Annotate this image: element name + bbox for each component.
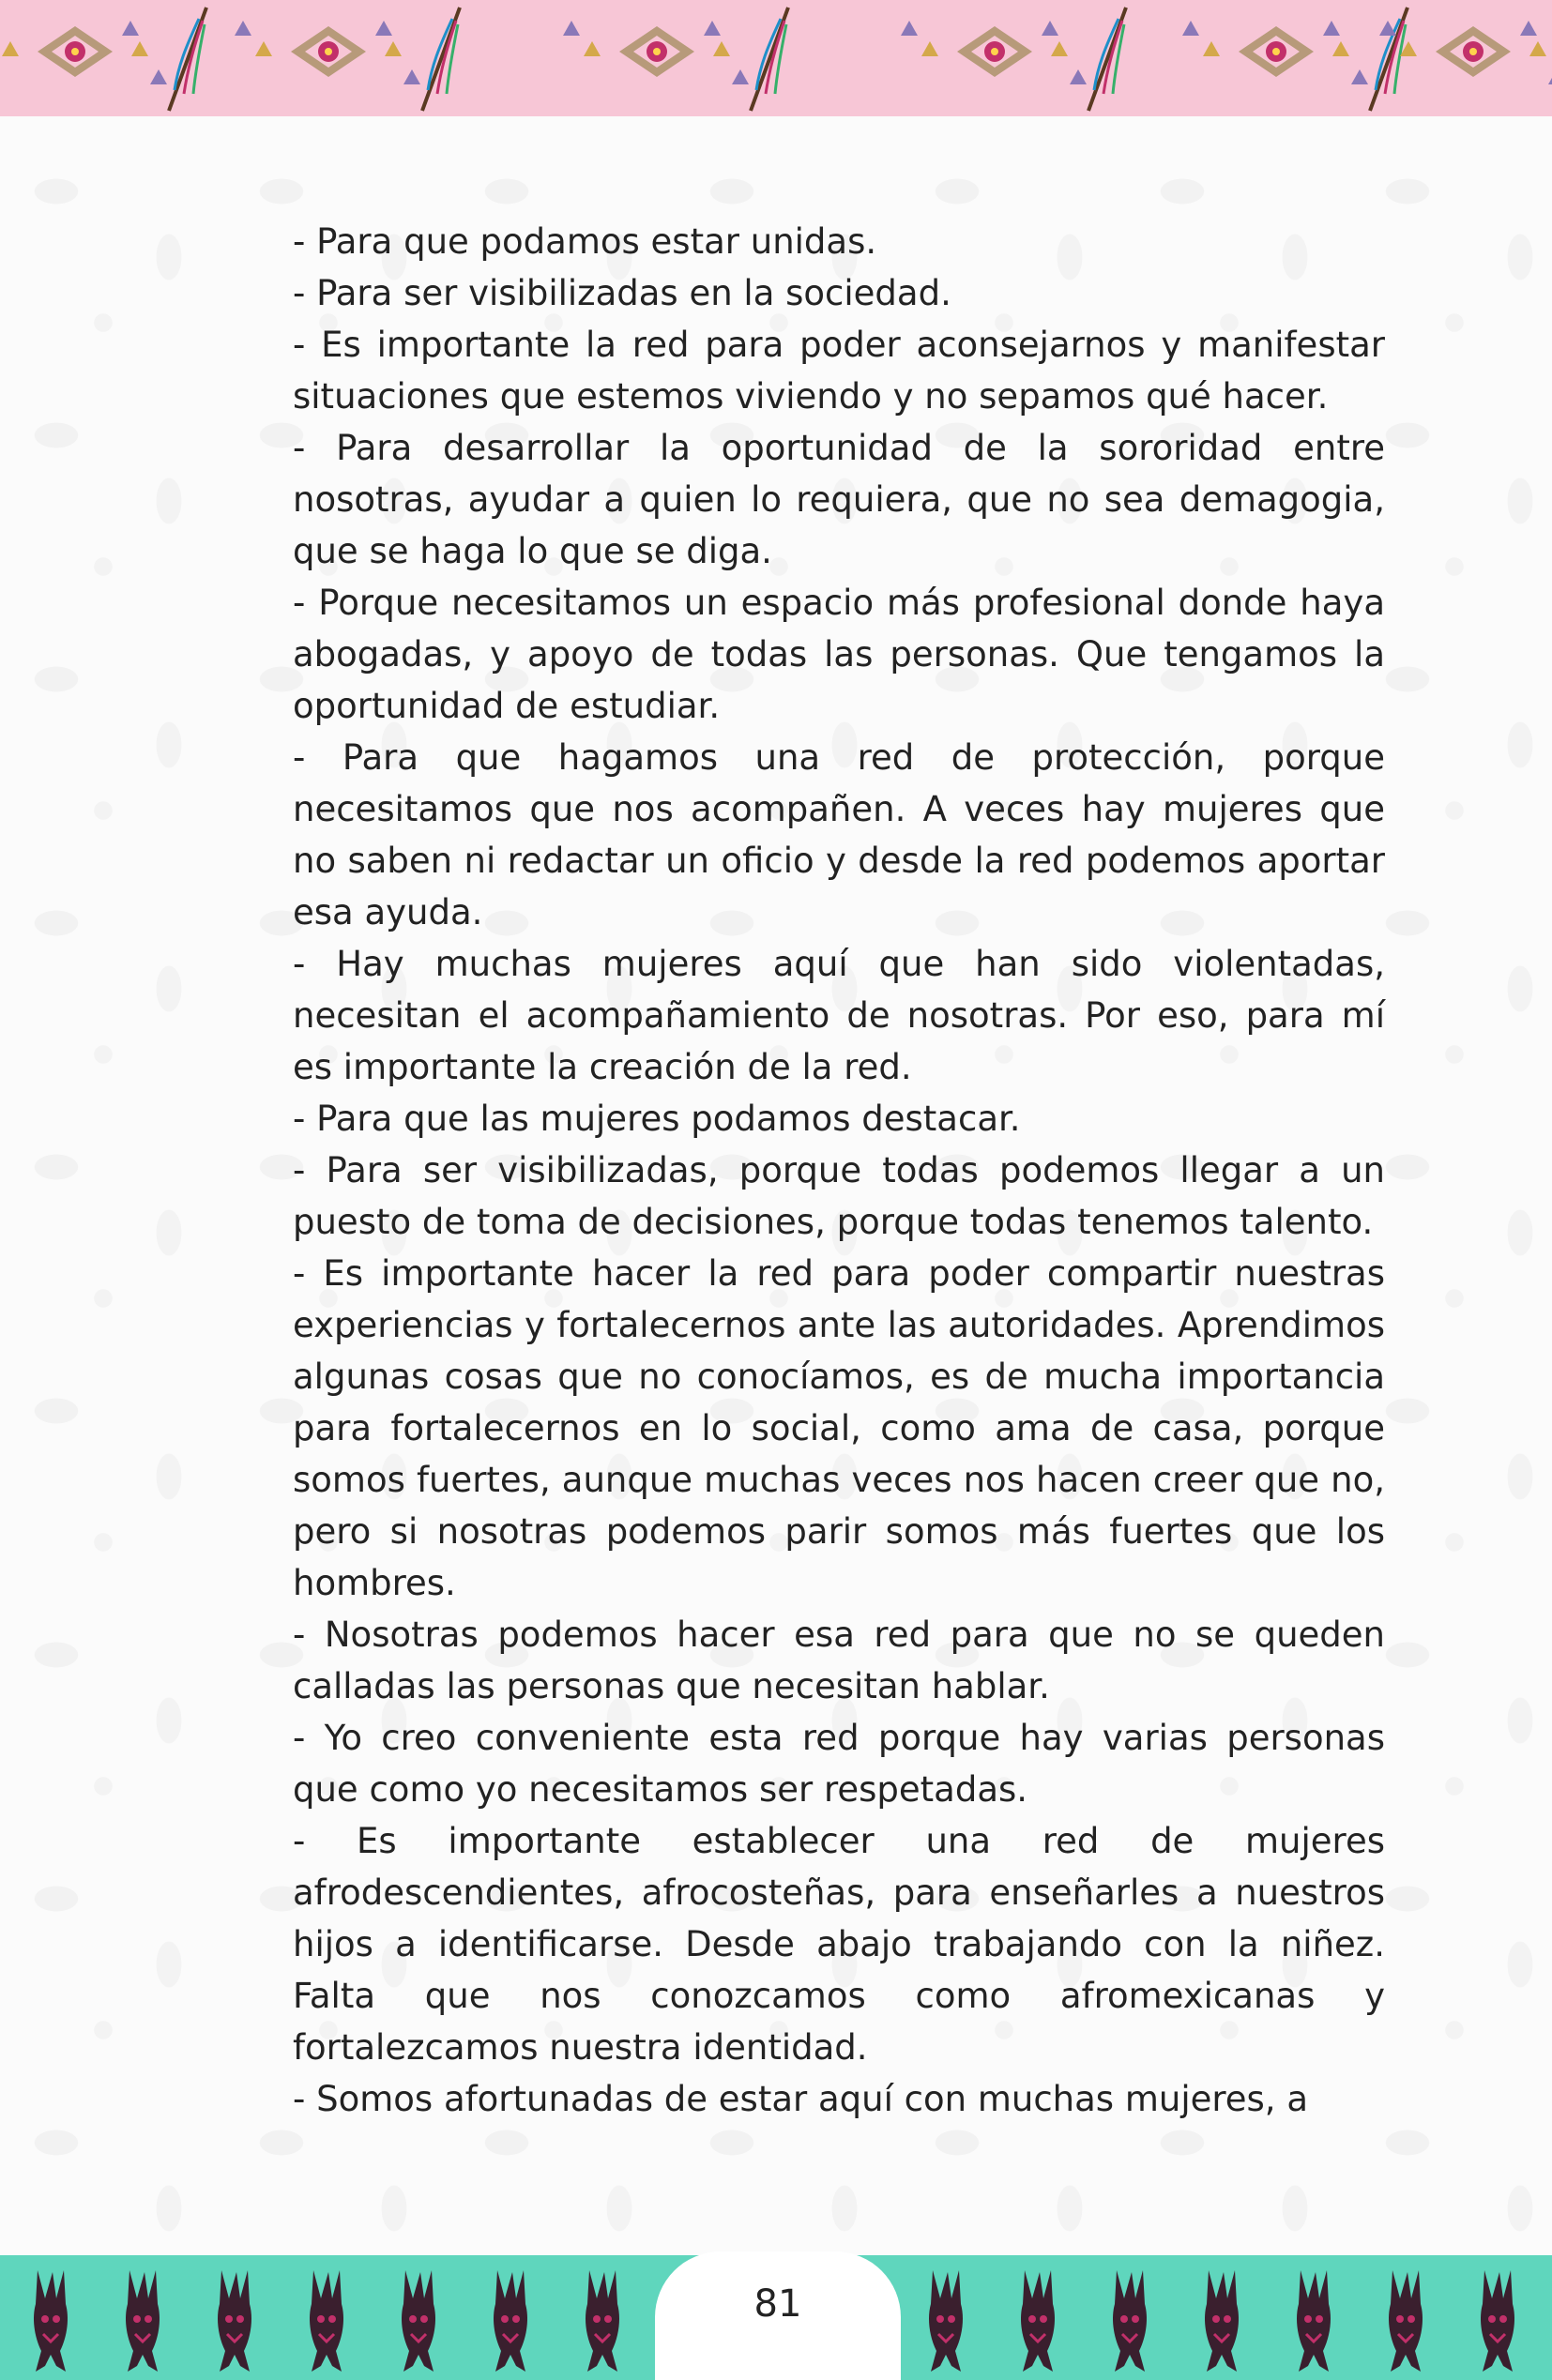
paragraph: - Para ser visibilizadas en la sociedad. — [293, 273, 951, 313]
paragraph: - Para desarrollar la oportunidad de la sororidad entre nosotras, ayudar a quien lo requiera, que no sea demagogia, que se haga lo que se diga. — [293, 428, 1385, 571]
body-text — [293, 216, 1385, 2125]
paragraph: - Para que las mujeres podamos destacar. — [293, 1099, 1021, 1139]
paragraph: - Para que podamos estar unidas. — [293, 221, 877, 262]
paragraph: - Nosotras podemos hacer esa red para que no se queden calladas las personas que necesitan hablar. — [293, 1614, 1385, 1706]
paragraph: - Es importante la red para poder aconsejarnos y manifestar situaciones que estemos viviendo y no sepamos qué hacer. — [293, 325, 1385, 417]
paragraph: - Es importante hacer la red para poder compartir nuestras experiencias y fortalecernos ante las autoridades. Aprendimos algunas cosas que no conocíamos, es de mucha importancia para fortalecernos en lo social, como ama de casa, porque somos fuertes, aunque muchas veces nos hacen creer que no, pero si nosotras podemos parir somos más fuertes que los hombres. — [293, 1253, 1385, 1603]
top-decorative-band — [0, 0, 1552, 116]
paragraph: - Yo creo conveniente esta red porque hay varias personas que como yo necesitamos ser respetadas. — [293, 1718, 1385, 1810]
paragraph: - Para que hagamos una red de protección, porque necesitamos que nos acompañen. A veces hay mujeres que no saben ni redactar un oficio y desde la red podemos aportar esa ayuda. — [293, 737, 1385, 932]
page-number: 81 — [753, 2282, 802, 2326]
paragraph: - Es importante establecer una red de mujeres afrodescendientes, afrocosteñas, para enseñarles a nuestros hijos a identificarse. Desde abajo trabajando con la niñez. Falta que nos conozcamos como afromexicanas y fortalezcamos nuestra identidad. — [293, 1821, 1385, 2068]
paragraph: - Para ser visibilizadas, porque todas podemos llegar a un puesto de toma de decisiones, porque todas tenemos talento. — [293, 1150, 1385, 1242]
paragraph: - Porque necesitamos un espacio más profesional donde haya abogadas, y apoyo de todas las personas. Que tengamos la oportunidad de estudiar. — [293, 583, 1385, 726]
paragraph: - Hay muchas mujeres aquí que han sido violentadas, necesitan el acompañamiento de nosotras. Por eso, para mí es importante la creación de la red. — [293, 944, 1385, 1087]
embroidery-pattern-icon — [0, 0, 1552, 116]
paragraph: - Somos afortunadas de estar aquí con muchas mujeres, a — [293, 2079, 1308, 2119]
